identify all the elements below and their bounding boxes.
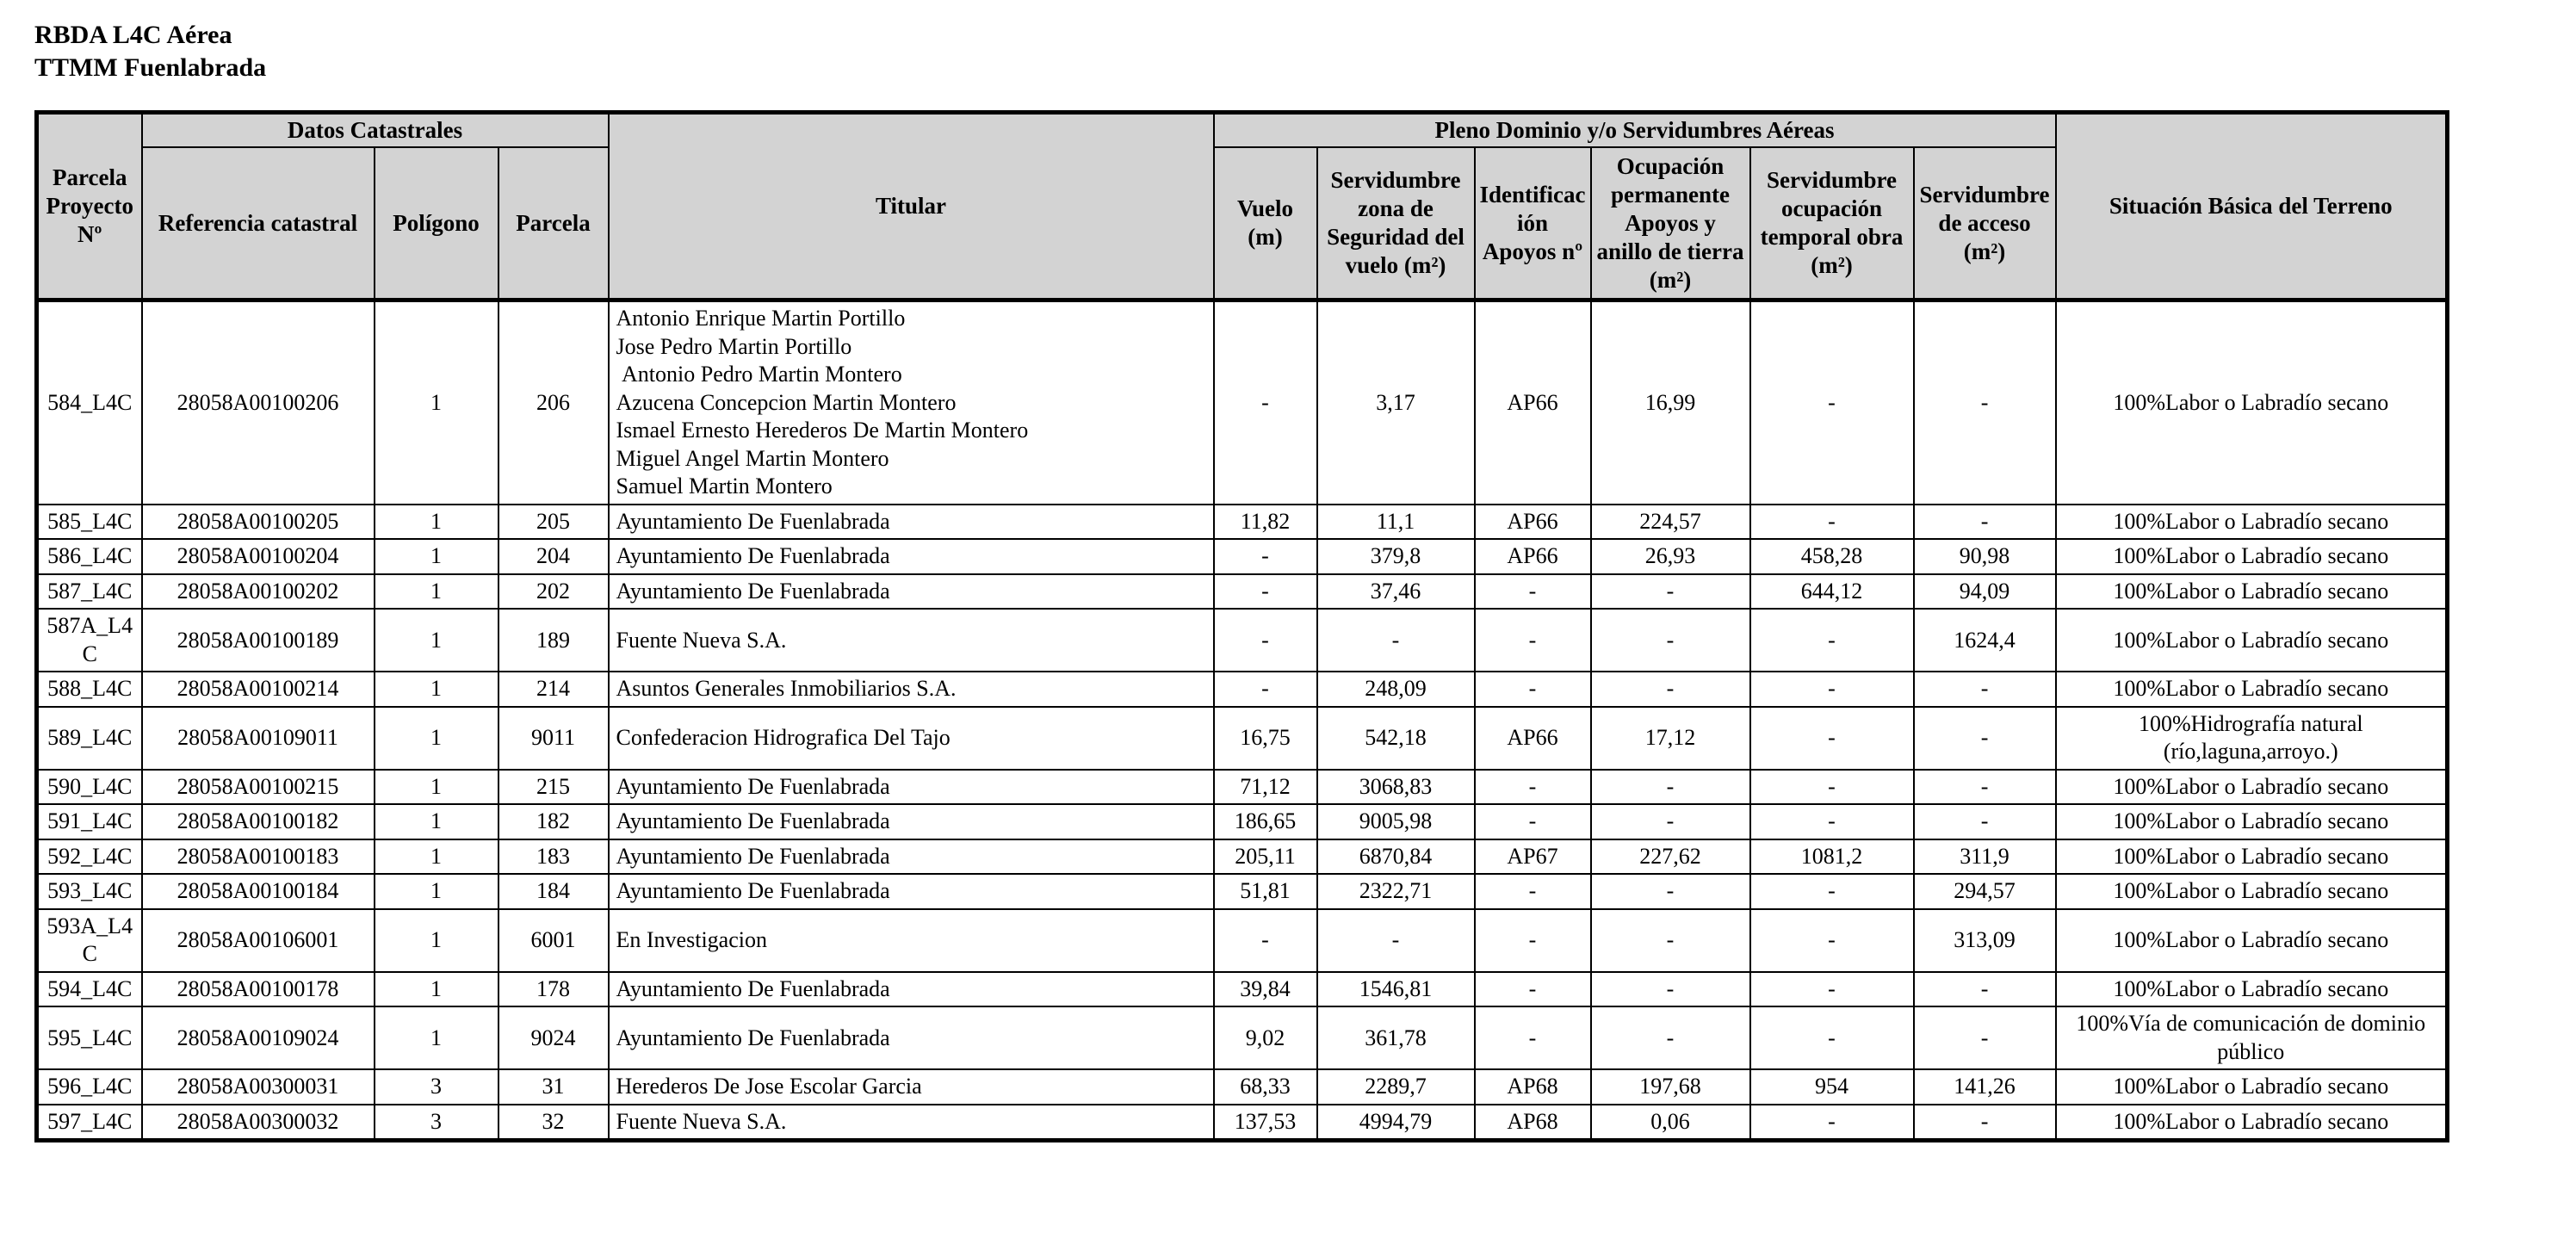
cell-situacion: 100%Labor o Labradío secano	[2056, 609, 2448, 672]
titular-line: Samuel Martin Montero	[616, 474, 833, 499]
cell-vuelo: -	[1214, 539, 1317, 574]
cell-situacion: 100%Labor o Labradío secano	[2056, 672, 2448, 707]
cell-serv-seguridad-vuelo: 6870,84	[1317, 839, 1475, 875]
cell-vuelo: 51,81	[1214, 874, 1317, 909]
cell-serv-acceso: 313,09	[1914, 909, 2056, 972]
cell-identificacion-apoyos: -	[1475, 909, 1591, 972]
cell-serv-ocupacion-temporal: 644,12	[1750, 574, 1914, 610]
cell-vuelo: 16,75	[1214, 707, 1317, 770]
cell-serv-ocupacion-temporal: -	[1750, 300, 1914, 505]
cell-serv-acceso: -	[1914, 804, 2056, 839]
col-header-serv-acceso: Servidumbre de acceso (m²)	[1914, 147, 2056, 300]
cell-serv-acceso: 1624,4	[1914, 609, 2056, 672]
cell-serv-seguridad-vuelo: -	[1317, 609, 1475, 672]
cell-serv-acceso: -	[1914, 505, 2056, 540]
cell-vuelo: 9,02	[1214, 1006, 1317, 1069]
cell-parcela-proyecto: 594_L4C	[37, 972, 142, 1007]
table-row	[37, 539, 2448, 574]
cell-serv-seguridad-vuelo: 11,1	[1317, 505, 1475, 540]
cell-poligono: 1	[375, 505, 498, 540]
cell-serv-seguridad-vuelo: 37,46	[1317, 574, 1475, 610]
table-row	[37, 770, 2448, 805]
table-row	[37, 1105, 2448, 1141]
cell-ocupacion-permanente: -	[1591, 972, 1750, 1007]
cell-serv-seguridad-vuelo: 4994,79	[1317, 1105, 1475, 1141]
cell-identificacion-apoyos: -	[1475, 804, 1591, 839]
cell-parcela: 215	[498, 770, 609, 805]
cell-parcela-proyecto: 592_L4C	[37, 839, 142, 875]
cell-vuelo: 39,84	[1214, 972, 1317, 1007]
group-header-datos-catastrales: Datos Catastrales	[142, 113, 609, 147]
cell-poligono: 1	[375, 874, 498, 909]
table-row	[37, 1069, 2448, 1105]
cell-titular: Fuente Nueva S.A.	[609, 1105, 1214, 1141]
cell-titular: En Investigacion	[609, 909, 1214, 972]
titular-line: Azucena Concepcion Martin Montero	[616, 389, 957, 415]
table-row	[37, 972, 2448, 1007]
table-row	[37, 609, 2448, 672]
table-row	[37, 505, 2448, 540]
cell-parcela-proyecto: 587A_L4C	[37, 609, 142, 672]
cell-poligono: 1	[375, 972, 498, 1007]
cell-referencia: 28058A00100215	[142, 770, 375, 805]
cell-identificacion-apoyos: AP68	[1475, 1069, 1591, 1105]
cell-vuelo: 11,82	[1214, 505, 1317, 540]
cell-parcela: 178	[498, 972, 609, 1007]
table-row	[37, 574, 2448, 610]
cell-serv-acceso: 294,57	[1914, 874, 2056, 909]
col-header-ocupacion-permanente: Ocupación permanente Apoyos y anillo de tierra (m²)	[1591, 147, 1750, 300]
cell-referencia: 28058A00106001	[142, 909, 375, 972]
cell-identificacion-apoyos: AP66	[1475, 707, 1591, 770]
cell-titular: Ayuntamiento De Fuenlabrada	[609, 505, 1214, 540]
cell-vuelo: -	[1214, 574, 1317, 610]
cell-poligono: 1	[375, 804, 498, 839]
cell-referencia: 28058A00100178	[142, 972, 375, 1007]
cell-identificacion-apoyos: AP66	[1475, 505, 1591, 540]
col-header-situacion-basica: Situación Básica del Terreno	[2056, 113, 2448, 300]
cadastral-parcels-table	[34, 110, 2449, 1142]
cell-parcela: 202	[498, 574, 609, 610]
cell-situacion: 100%Labor o Labradío secano	[2056, 770, 2448, 805]
cell-titular: Confederacion Hidrografica Del Tajo	[609, 707, 1214, 770]
cell-serv-acceso: -	[1914, 707, 2056, 770]
cell-identificacion-apoyos: -	[1475, 672, 1591, 707]
cell-situacion: 100%Labor o Labradío secano	[2056, 839, 2448, 875]
cell-ocupacion-permanente: 26,93	[1591, 539, 1750, 574]
cell-situacion: 100%Labor o Labradío secano	[2056, 874, 2448, 909]
cell-parcela: 183	[498, 839, 609, 875]
cell-serv-ocupacion-temporal: 954	[1750, 1069, 1914, 1105]
cell-serv-ocupacion-temporal: -	[1750, 972, 1914, 1007]
cell-identificacion-apoyos: AP67	[1475, 839, 1591, 875]
cell-vuelo: -	[1214, 609, 1317, 672]
cell-parcela-proyecto: 584_L4C	[37, 300, 142, 505]
cell-ocupacion-permanente: -	[1591, 574, 1750, 610]
cell-parcela: 214	[498, 672, 609, 707]
cell-ocupacion-permanente: 17,12	[1591, 707, 1750, 770]
cell-identificacion-apoyos: -	[1475, 609, 1591, 672]
cell-poligono: 1	[375, 770, 498, 805]
cell-identificacion-apoyos: -	[1475, 1006, 1591, 1069]
cell-vuelo: 205,11	[1214, 839, 1317, 875]
cell-situacion: 100%Labor o Labradío secano	[2056, 505, 2448, 540]
cell-referencia: 28058A00100189	[142, 609, 375, 672]
cell-serv-ocupacion-temporal: -	[1750, 770, 1914, 805]
cell-referencia: 28058A00100206	[142, 300, 375, 505]
cell-parcela-proyecto: 597_L4C	[37, 1105, 142, 1141]
cell-parcela-proyecto: 587_L4C	[37, 574, 142, 610]
cell-situacion: 100%Labor o Labradío secano	[2056, 1069, 2448, 1105]
col-header-poligono: Polígono	[375, 147, 498, 300]
cell-referencia: 28058A00100204	[142, 539, 375, 574]
cell-vuelo: -	[1214, 909, 1317, 972]
cell-titular	[609, 300, 1214, 505]
cell-vuelo: 186,65	[1214, 804, 1317, 839]
cell-vuelo: 68,33	[1214, 1069, 1317, 1105]
cell-situacion: 100%Labor o Labradío secano	[2056, 574, 2448, 610]
group-header-row	[37, 113, 2448, 147]
cell-situacion: 100%Labor o Labradío secano	[2056, 300, 2448, 505]
cell-serv-seguridad-vuelo: 9005,98	[1317, 804, 1475, 839]
cell-parcela: 31	[498, 1069, 609, 1105]
cell-titular: Herederos De Jose Escolar Garcia	[609, 1069, 1214, 1105]
cell-parcela: 206	[498, 300, 609, 505]
titular-line: Antonio Enrique Martin Portillo	[616, 306, 906, 331]
cell-serv-ocupacion-temporal: -	[1750, 672, 1914, 707]
cell-situacion: 100%Labor o Labradío secano	[2056, 804, 2448, 839]
cell-parcela-proyecto: 586_L4C	[37, 539, 142, 574]
cell-vuelo: -	[1214, 300, 1317, 505]
cell-serv-ocupacion-temporal: -	[1750, 609, 1914, 672]
cell-serv-acceso: 94,09	[1914, 574, 2056, 610]
doc-title-line-1: RBDA L4C Aérea	[34, 21, 232, 49]
cell-serv-seguridad-vuelo: 1546,81	[1317, 972, 1475, 1007]
cell-identificacion-apoyos: -	[1475, 574, 1591, 610]
cell-serv-acceso: -	[1914, 1006, 2056, 1069]
cell-serv-seguridad-vuelo: 2322,71	[1317, 874, 1475, 909]
table-row	[37, 672, 2448, 707]
cell-parcela-proyecto: 588_L4C	[37, 672, 142, 707]
cell-serv-acceso: 90,98	[1914, 539, 2056, 574]
cell-serv-ocupacion-temporal: -	[1750, 1006, 1914, 1069]
cell-referencia: 28058A00300031	[142, 1069, 375, 1105]
col-header-serv-seguridad-vuelo: Servidumbre zona de Seguridad del vuelo (m²)	[1317, 147, 1475, 300]
cell-ocupacion-permanente: -	[1591, 609, 1750, 672]
cell-identificacion-apoyos: -	[1475, 770, 1591, 805]
cell-parcela: 32	[498, 1105, 609, 1141]
cell-vuelo: -	[1214, 672, 1317, 707]
cell-serv-seguridad-vuelo: 248,09	[1317, 672, 1475, 707]
cell-serv-seguridad-vuelo: 379,8	[1317, 539, 1475, 574]
titular-line: Jose Pedro Martin Portillo	[616, 333, 852, 359]
cell-titular: Ayuntamiento De Fuenlabrada	[609, 874, 1214, 909]
cell-ocupacion-permanente: -	[1591, 909, 1750, 972]
cell-poligono: 1	[375, 300, 498, 505]
col-header-serv-ocupacion-temporal: Servidumbre ocupación temporal obra (m²)	[1750, 147, 1914, 300]
cell-serv-seguridad-vuelo: 3,17	[1317, 300, 1475, 505]
table-header	[37, 113, 2448, 300]
cell-parcela: 9011	[498, 707, 609, 770]
cell-titular: Ayuntamiento De Fuenlabrada	[609, 839, 1214, 875]
cell-parcela-proyecto: 593A_L4C	[37, 909, 142, 972]
col-header-parcela: Parcela	[498, 147, 609, 300]
cell-parcela-proyecto: 590_L4C	[37, 770, 142, 805]
cell-serv-acceso: 311,9	[1914, 839, 2056, 875]
table-row	[37, 909, 2448, 972]
cell-referencia: 28058A00100205	[142, 505, 375, 540]
cell-identificacion-apoyos: -	[1475, 972, 1591, 1007]
cell-serv-acceso: 141,26	[1914, 1069, 2056, 1105]
cell-serv-ocupacion-temporal: -	[1750, 874, 1914, 909]
cell-ocupacion-permanente: -	[1591, 804, 1750, 839]
cell-parcela: 205	[498, 505, 609, 540]
document-titles	[34, 19, 2576, 84]
cell-parcela: 204	[498, 539, 609, 574]
cell-parcela: 189	[498, 609, 609, 672]
cell-serv-ocupacion-temporal: -	[1750, 505, 1914, 540]
cell-situacion: 100%Labor o Labradío secano	[2056, 909, 2448, 972]
titular-line: Ismael Ernesto Herederos De Martin Montero	[616, 418, 1029, 443]
cell-titular: Ayuntamiento De Fuenlabrada	[609, 804, 1214, 839]
cell-identificacion-apoyos: -	[1475, 874, 1591, 909]
cell-referencia: 28058A00100214	[142, 672, 375, 707]
col-header-referencia-catastral: Referencia catastral	[142, 147, 375, 300]
cell-serv-ocupacion-temporal: -	[1750, 1105, 1914, 1141]
cell-serv-seguridad-vuelo: 2289,7	[1317, 1069, 1475, 1105]
cell-parcela-proyecto: 593_L4C	[37, 874, 142, 909]
cell-poligono: 1	[375, 1006, 498, 1069]
cell-ocupacion-permanente: 197,68	[1591, 1069, 1750, 1105]
cell-parcela-proyecto: 591_L4C	[37, 804, 142, 839]
cell-referencia: 28058A00109011	[142, 707, 375, 770]
cell-parcela: 182	[498, 804, 609, 839]
cell-ocupacion-permanente: 0,06	[1591, 1105, 1750, 1141]
cell-serv-acceso: -	[1914, 1105, 2056, 1141]
cell-serv-ocupacion-temporal: -	[1750, 707, 1914, 770]
cell-ocupacion-permanente: -	[1591, 770, 1750, 805]
cell-serv-seguridad-vuelo: 542,18	[1317, 707, 1475, 770]
cell-parcela-proyecto: 585_L4C	[37, 505, 142, 540]
cell-poligono: 3	[375, 1105, 498, 1141]
cell-situacion: 100%Labor o Labradío secano	[2056, 972, 2448, 1007]
cell-poligono: 1	[375, 539, 498, 574]
table-row	[37, 839, 2448, 875]
table-body	[37, 300, 2448, 1141]
cell-parcela-proyecto: 595_L4C	[37, 1006, 142, 1069]
cell-serv-acceso: -	[1914, 300, 2056, 505]
cell-referencia: 28058A00100182	[142, 804, 375, 839]
col-header-identificacion-apoyos: Identificación Apoyos nº	[1475, 147, 1591, 300]
cell-serv-acceso: -	[1914, 770, 2056, 805]
cell-titular: Ayuntamiento De Fuenlabrada	[609, 539, 1214, 574]
col-header-vuelo: Vuelo (m)	[1214, 147, 1317, 300]
cell-referencia: 28058A00100202	[142, 574, 375, 610]
table-row	[37, 1006, 2448, 1069]
cell-titular: Asuntos Generales Inmobiliarios S.A.	[609, 672, 1214, 707]
cell-identificacion-apoyos: AP66	[1475, 539, 1591, 574]
cell-situacion: 100%Labor o Labradío secano	[2056, 1105, 2448, 1141]
cell-parcela: 9024	[498, 1006, 609, 1069]
doc-title-line-2: TTMM Fuenlabrada	[34, 53, 267, 82]
cell-referencia: 28058A00300032	[142, 1105, 375, 1141]
cell-situacion: 100%Labor o Labradío secano	[2056, 539, 2448, 574]
titular-line: Miguel Angel Martin Montero	[616, 445, 889, 471]
cell-ocupacion-permanente: -	[1591, 672, 1750, 707]
cell-identificacion-apoyos: AP68	[1475, 1105, 1591, 1141]
cell-titular: Ayuntamiento De Fuenlabrada	[609, 972, 1214, 1007]
cell-identificacion-apoyos: AP66	[1475, 300, 1591, 505]
cell-serv-ocupacion-temporal: 458,28	[1750, 539, 1914, 574]
titular-line: Antonio Pedro Martin Montero	[616, 362, 902, 387]
cell-situacion: 100%Hidrografía natural (río,laguna,arroyo.)	[2056, 707, 2448, 770]
cell-ocupacion-permanente: -	[1591, 1006, 1750, 1069]
cell-referencia: 28058A00100183	[142, 839, 375, 875]
table-row	[37, 707, 2448, 770]
group-header-pleno-dominio: Pleno Dominio y/o Servidumbres Aéreas	[1214, 113, 2056, 147]
cell-parcela-proyecto: 596_L4C	[37, 1069, 142, 1105]
cell-referencia: 28058A00100184	[142, 874, 375, 909]
cell-vuelo: 137,53	[1214, 1105, 1317, 1141]
cell-ocupacion-permanente: -	[1591, 874, 1750, 909]
cell-poligono: 1	[375, 609, 498, 672]
cell-titular: Ayuntamiento De Fuenlabrada	[609, 770, 1214, 805]
cell-poligono: 1	[375, 574, 498, 610]
cell-serv-ocupacion-temporal: -	[1750, 804, 1914, 839]
cell-serv-seguridad-vuelo: 361,78	[1317, 1006, 1475, 1069]
cell-parcela: 6001	[498, 909, 609, 972]
cell-ocupacion-permanente: 224,57	[1591, 505, 1750, 540]
cell-poligono: 1	[375, 707, 498, 770]
table-row	[37, 804, 2448, 839]
cell-ocupacion-permanente: 16,99	[1591, 300, 1750, 505]
cell-referencia: 28058A00109024	[142, 1006, 375, 1069]
cell-serv-ocupacion-temporal: -	[1750, 909, 1914, 972]
cell-poligono: 1	[375, 909, 498, 972]
table-row	[37, 300, 2448, 505]
cell-ocupacion-permanente: 227,62	[1591, 839, 1750, 875]
cell-vuelo: 71,12	[1214, 770, 1317, 805]
cell-serv-acceso: -	[1914, 672, 2056, 707]
cell-situacion: 100%Vía de comunicación de dominio público	[2056, 1006, 2448, 1069]
cell-titular: Fuente Nueva S.A.	[609, 609, 1214, 672]
cell-parcela: 184	[498, 874, 609, 909]
cell-serv-seguridad-vuelo: -	[1317, 909, 1475, 972]
cell-serv-acceso: -	[1914, 972, 2056, 1007]
cell-parcela-proyecto: 589_L4C	[37, 707, 142, 770]
cell-serv-seguridad-vuelo: 3068,83	[1317, 770, 1475, 805]
table-row	[37, 874, 2448, 909]
col-header-parcela-proyecto: Parcela Proyecto Nº	[37, 113, 142, 300]
col-header-titular: Titular	[609, 113, 1214, 300]
cell-titular: Ayuntamiento De Fuenlabrada	[609, 574, 1214, 610]
cell-poligono: 1	[375, 839, 498, 875]
cell-poligono: 3	[375, 1069, 498, 1105]
cell-titular: Ayuntamiento De Fuenlabrada	[609, 1006, 1214, 1069]
cell-serv-ocupacion-temporal: 1081,2	[1750, 839, 1914, 875]
cell-poligono: 1	[375, 672, 498, 707]
